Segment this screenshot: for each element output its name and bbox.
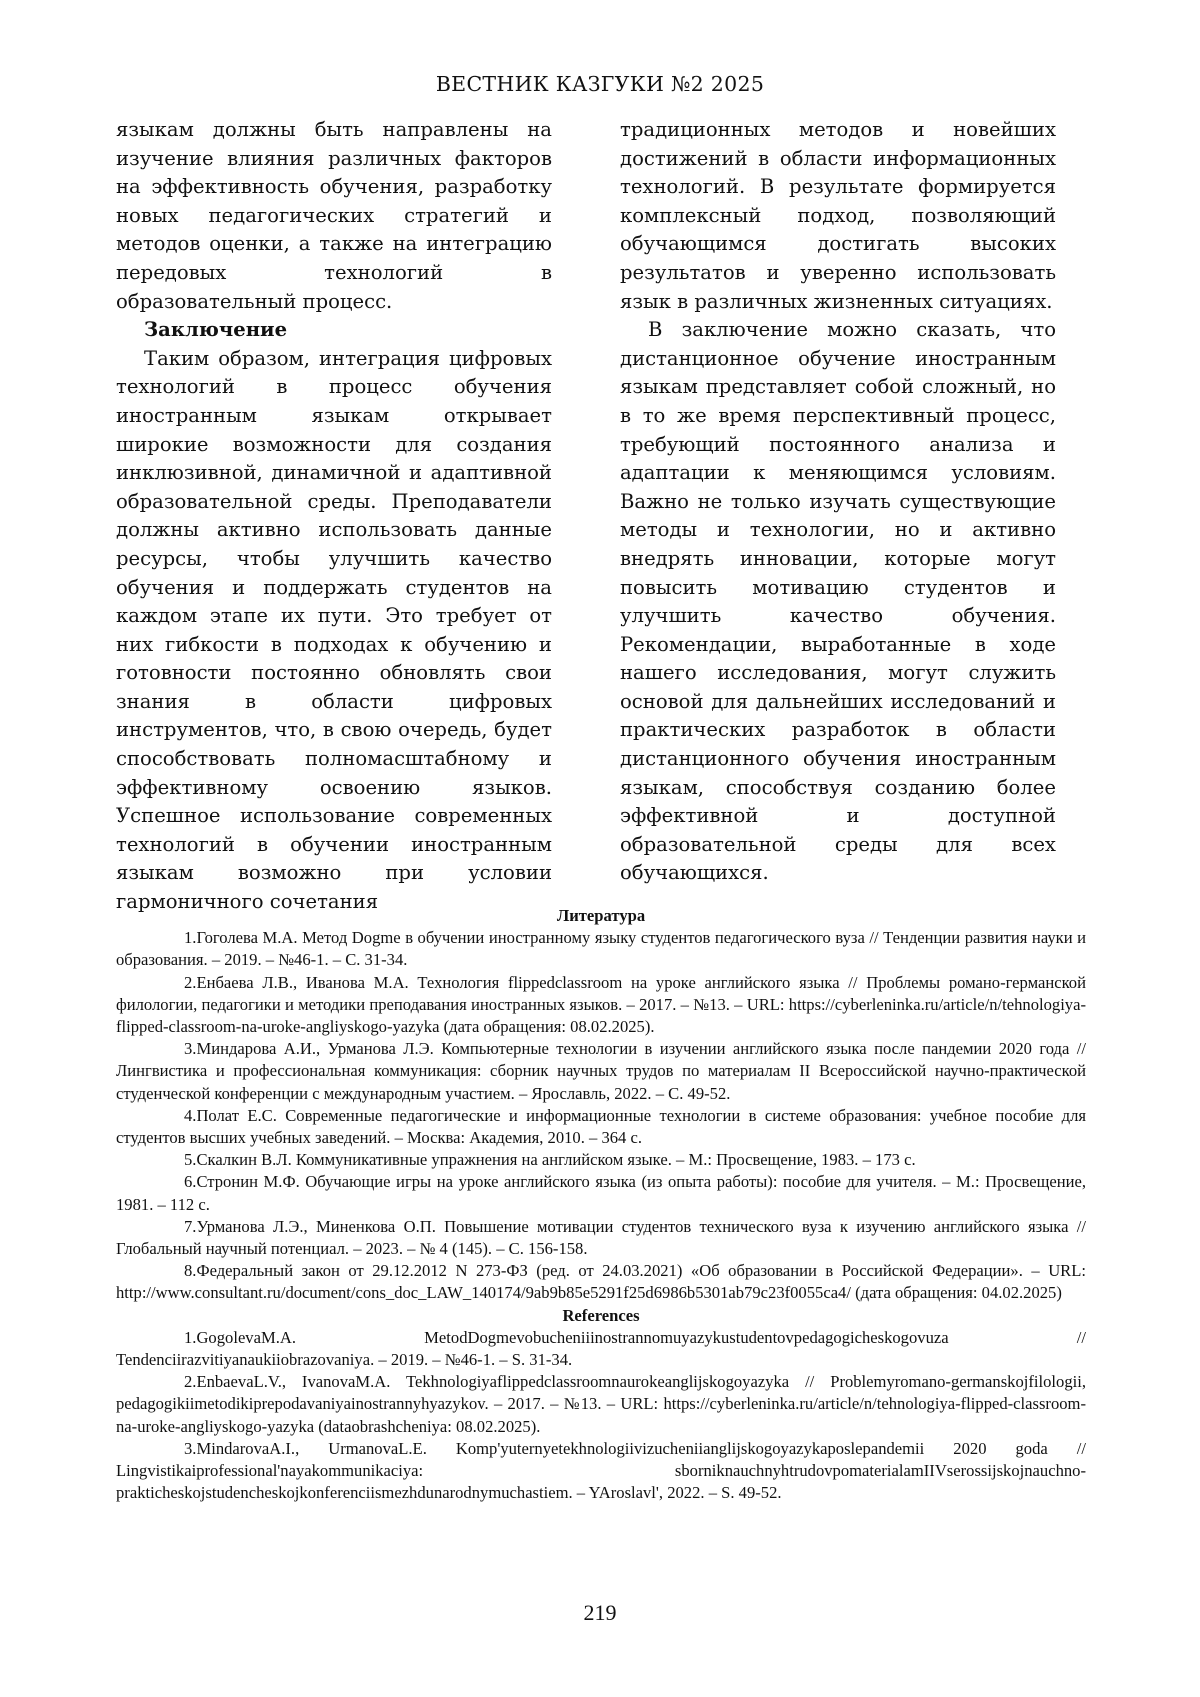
ref-text: MindarovaA.I., UrmanovaL.E. Komp'yuternyetekhnologiivizucheniianglijskogoyazykaposlepandemii 2020 goda // Lingvistikaiprofessional'nayakommunikaciya: sborniknauchnyhtrudovpomaterialamIIVserossijskojnauchno-prakticheskojstudencheskojkonferenciismezhdunarodnymuchastiem. – YAroslavl', 2022. – S. 49-52. — [116, 1438, 1086, 1503]
references-heading: References — [562, 1305, 640, 1325]
journal-header: ВЕСТНИК КАЗГУКИ №2 2025 — [435, 72, 765, 96]
ref-text: Полат Е.С. Современные педагогические и информационные технологии в системе образования: учебное пособие для студентов высших учебных заведений. – Москва: Академия, 2010. – 364 с. — [116, 1105, 1086, 1148]
ref-text: Скалкин В.Л. Коммуникативные упражнения на английском языке. – М.: Просвещение, 1983. – 173 с. — [196, 1150, 916, 1170]
ref-number: 1. — [184, 928, 197, 948]
ref-number: 3. — [184, 1438, 197, 1458]
ref-text: Федеральный закон от 29.12.2012 N 273-ФЗ (ред. от 24.03.2021) «Об образовании в Российской Федерации». – URL: http://www.consultant.ru/document/cons_doc_LAW_140174/9ab9b85e5291f25d6986b5301ab79c23f0055ca4/ (дата обращения: 04.02.2025) — [116, 1261, 1086, 1303]
literature-item — [116, 1260, 1086, 1304]
ref-number: 2. — [184, 1372, 197, 1392]
literature-item — [116, 1149, 1086, 1171]
literature-item — [116, 1105, 1086, 1149]
ref-number: 7. — [184, 1216, 197, 1236]
reference-item — [116, 1327, 1086, 1371]
ref-number: 8. — [184, 1261, 197, 1281]
ref-text: GogolevaM.A. MetodDogmevobucheniiinostrannomuyazykustudentovpedagogicheskogovuza // Tendenciirazvitiyanaukiiobrazovaniya. – 2019. – №46-1. – S. 31-34. — [116, 1327, 1086, 1370]
literature-item — [116, 972, 1086, 1039]
ref-number: 1. — [184, 1327, 197, 1347]
section-heading-conclusion: Заключение — [144, 318, 288, 342]
ref-text: Урманова Л.Э., Миненкова О.П. Повышение мотивации студентов технического вуза к изучению английского языка // Глобальный научный потенциал. – 2023. – № 4 (145). – С. 156-158. — [116, 1216, 1086, 1259]
literature-heading: Литература — [556, 906, 646, 925]
body-paragraph: В заключение можно сказать, что дистанционное обучение иностранным языкам представляет собой сложный, но в то же время перспективный процесс, требующий постоянного анализа и адаптации к меняющимся условиям. Важно не только изучать существующие методы и технологии, но и активно внедрять инновации, которые могут повысить мотивацию студентов и улучшить качество обучения. Рекомендации, выработанные в ходе нашего исследования, могут служить основой для дальнейших исследований и практических разработок в области дистанционного обучения иностранным языкам, способствуя созданию более эффективной и доступной образовательной среды для всех обучающихся. — [620, 318, 1056, 885]
page-number: 219 — [583, 1600, 617, 1625]
literature-list — [116, 927, 1086, 1304]
ref-number: 3. — [184, 1039, 197, 1059]
bibliography-section — [116, 905, 1086, 1504]
ref-number: 4. — [184, 1105, 197, 1125]
reference-item — [116, 1438, 1086, 1505]
ref-number: 5. — [184, 1150, 197, 1170]
left-column — [116, 116, 552, 917]
body-paragraph: языкам должны быть направлены на изучение влияния различных факторов на эффективность обучения, разработку новых педагогических стратегий и методов оценки, а также на интеграцию передовых технологий в образовательный процесс. — [116, 118, 552, 313]
ref-number: 6. — [184, 1172, 197, 1192]
reference-item — [116, 1371, 1086, 1438]
references-list — [116, 1327, 1086, 1505]
right-column — [620, 116, 1056, 888]
literature-item — [116, 1171, 1086, 1215]
ref-text: Миндарова А.И., Урманова Л.Э. Компьютерные технологии в изучении английского языка после пандемии 2020 года // Лингвистика и профессиональная коммуникация: сборник научных трудов по материалам II Всероссийской научно-практической студенческой конференции с международным участием. – Ярославль, 2022. – С. 49-52. — [116, 1039, 1086, 1103]
literature-item — [116, 927, 1086, 971]
ref-text: EnbaevaL.V., IvanovaM.A. Tekhnologiyaflippedclassroomnaurokeanglijskogoyazyka // Problemyromano-germanskojfilologii, pedagogikiimetodikiprepodavaniyainostrannyhyazykov. – 2017. – №13. – URL: https://cyberleninka.ru/article/n/tehnologiya-flipped-classroom-na-uroke-angliyskogo-yazyka (dataobrashcheniya: 08.02.2025). — [116, 1372, 1086, 1436]
body-paragraph: традиционных методов и новейших достижений в области информационных технологий. В результате формируется комплексный подход, позволяющий обучающимся достигать высоких результатов и уверенно использовать язык в различных жизненных ситуациях. — [620, 118, 1056, 313]
ref-text: Стронин М.Ф. Обучающие игры на уроке английского языка (из опыта работы): пособие для учителя. – М.: Просвещение, 1981. – 112 с. — [116, 1172, 1086, 1214]
literature-item — [116, 1216, 1086, 1260]
ref-number: 2. — [184, 972, 197, 992]
ref-text: Енбаева Л.В., Иванова М.А. Технология flippedclassroom на уроке английского языка // Проблемы романо-германской филологии, педагогики и методики преподавания иностранных языков. – 2017. – №13. – URL: https://cyberleninka.ru/article/n/tehnologiya-flipped-classroom-na-uroke-angliyskogo-yazyka (дата обращения: 08.02.2025). — [116, 972, 1086, 1037]
body-paragraph: Таким образом, интеграция цифровых технологий в процесс обучения иностранным языкам открывает широкие возможности для создания инклюзивной, динамичной и адаптивной образовательной среды. Преподаватели должны активно использовать данные ресурсы, чтобы улучшить качество обучения и поддержать студентов на каждом этапе их пути. Это требует от них гибкости в подходах к обучению и готовности постоянно обновлять свои знания в области цифровых инструментов, что, в свою очередь, будет способствовать полномасштабному и эффективному освоению языков. Успешное использование современных технологий в обучении иностранным языкам возможно при условии гармоничного сочетания — [116, 346, 552, 914]
ref-text: Гоголева М.А. Метод Dogme в обучении иностранному языку студентов педагогического вуза // Тенденции развития науки и образования. – 2019. – №46-1. – С. 31-34. — [116, 928, 1086, 970]
literature-item — [116, 1038, 1086, 1105]
